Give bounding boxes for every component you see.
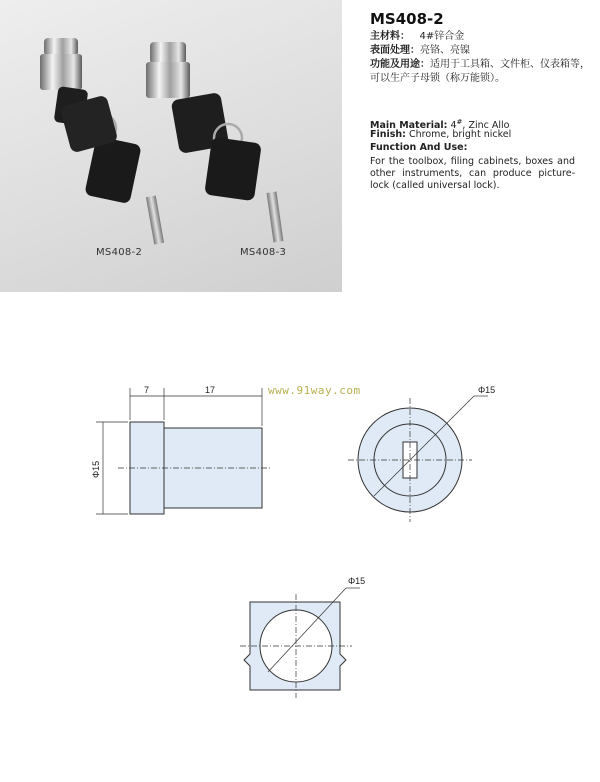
cn-material-label: 主材料： xyxy=(370,31,410,42)
en-finish-label: Finish: xyxy=(370,129,406,140)
cn-finish-label: 表面处理： xyxy=(370,45,420,56)
dim-phi15-front-label: Φ15 xyxy=(478,385,496,395)
watermark: www.91way.com xyxy=(268,384,361,397)
caption-ms408-2: MS408-2 xyxy=(96,247,143,258)
en-use-label: Function And Use: xyxy=(370,142,468,153)
cn-use-value: 适用于工具箱、文件柜、仪表箱等，可以生产子母锁（称万能锁）。 xyxy=(370,59,590,84)
cn-material-line xyxy=(370,30,592,44)
side-view xyxy=(91,385,272,514)
cn-finish-line xyxy=(370,44,592,58)
en-material-value-post: , Zinc Allo xyxy=(462,120,510,132)
dim-phi15-cutout-label: Φ15 xyxy=(348,576,366,586)
spec-panel xyxy=(350,0,600,292)
cn-use-line xyxy=(370,58,592,86)
en-finish-line xyxy=(370,129,575,141)
caption-ms408-3: MS408-3 xyxy=(240,247,287,258)
cn-material-value: 4#锌合金 xyxy=(419,31,465,42)
dim-7-label: 7 xyxy=(144,385,150,395)
cn-finish-value: 亮铬、亮镍 xyxy=(420,45,470,56)
lock-ms408-2 xyxy=(40,38,164,245)
en-use-value: For the toolbox, filing cabinets, boxes and other instruments, can produce picture-lock (called universal lock). xyxy=(370,156,575,191)
lock-photo-illustration xyxy=(0,0,342,292)
cn-use-label: 功能及用途： xyxy=(370,59,430,70)
dim-phi15-side-label: Φ15 xyxy=(91,460,101,478)
en-material-value-pre: 4 xyxy=(450,120,457,132)
en-finish-value: Chrome, bright nickel xyxy=(409,129,512,140)
technical-drawing xyxy=(0,292,600,782)
cutout-view xyxy=(240,576,365,698)
model-title: MS408-2 xyxy=(370,10,444,28)
lock-ms408-3 xyxy=(146,42,283,242)
en-material-sup: # xyxy=(456,118,463,126)
product-photo xyxy=(0,0,342,292)
front-view xyxy=(348,385,495,522)
dim-17-label: 17 xyxy=(205,385,216,395)
en-material-label: Main Material: xyxy=(370,120,448,132)
